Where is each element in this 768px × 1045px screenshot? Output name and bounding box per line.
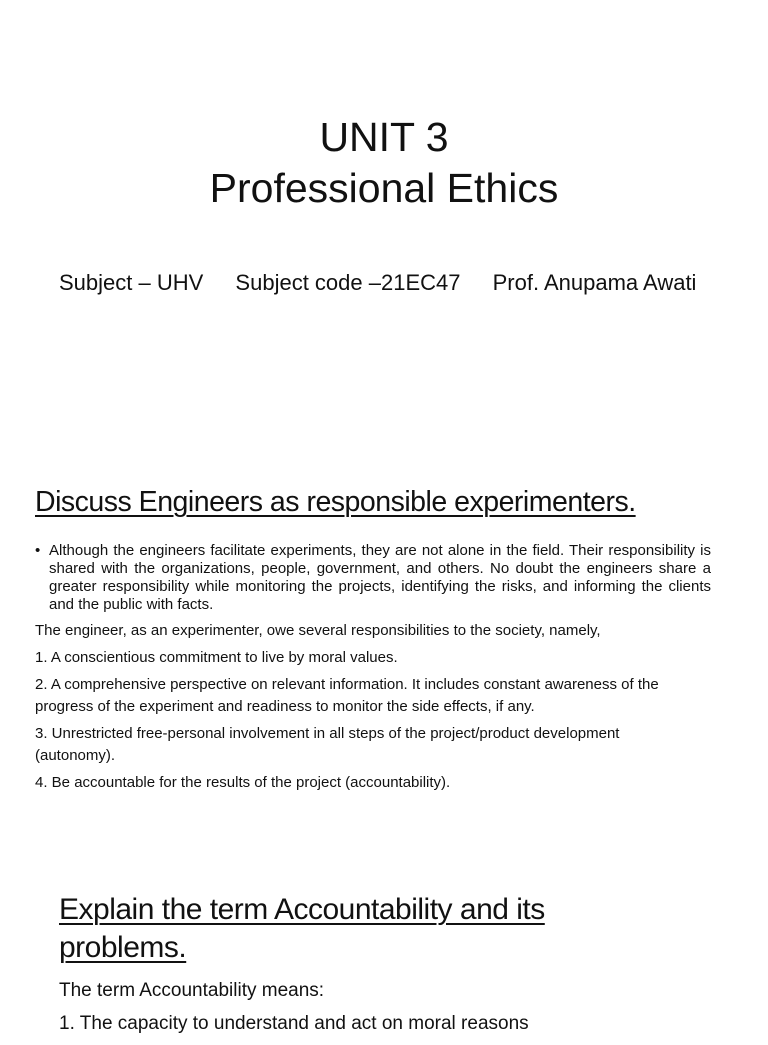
subject-code: Subject code –21EC47 [235, 270, 461, 295]
course-title: Professional Ethics [209, 165, 559, 211]
intro-paragraph: The engineer, as an experimenter, owe several responsibilities to the society, namely, [35, 622, 601, 639]
slide-body [35, 542, 711, 801]
list-item-2b: progress of the experiment and readiness to monitor the side effects, if any. [35, 698, 535, 715]
slide-title [0, 0, 768, 452]
list-item-2a: 2. A comprehensive perspective on relevant information. It includes constant awareness of the [35, 676, 659, 693]
slide-experimenters [0, 452, 768, 857]
bullet-dot: • [35, 542, 41, 559]
subject-name: Subject – UHV [59, 270, 204, 295]
professor-name: Prof. Anupama Awati [492, 270, 697, 295]
list-item-1: 1. The capacity to understand and act on moral reasons [59, 1013, 529, 1034]
slide-heading: Discuss Engineers as responsible experimenters. [35, 486, 636, 518]
slide-body [59, 979, 719, 1045]
subject-info [59, 270, 739, 296]
list-item-4: 4. Be accountable for the results of the project (accountability). [35, 774, 451, 791]
list-item-1: 1. A conscientious commitment to live by moral values. [35, 649, 398, 666]
intro-paragraph: The term Accountability means: [59, 980, 325, 1001]
slide-accountability [0, 857, 768, 1034]
bullet-item [35, 542, 711, 614]
unit-title: UNIT 3 [319, 114, 449, 160]
slide-title-heading [0, 112, 768, 214]
heading-line-1: Explain the term Accountability and its [59, 893, 545, 926]
list-item-3a: 3. Unrestricted free-personal involvement in all steps of the project/product development [35, 725, 620, 742]
list-item-3b: (autonomy). [35, 747, 116, 764]
slide-heading [59, 891, 679, 967]
bullet-text: Although the engineers facilitate experiments, they are not alone in the field. Their responsibility is shared with the organizations, people, government, and others. No doubt the engineers share a greater responsibility while monitoring the projects, identifying the risks, and informing the clients and the public with facts. [49, 542, 711, 613]
heading-line-2: problems. [59, 931, 187, 964]
